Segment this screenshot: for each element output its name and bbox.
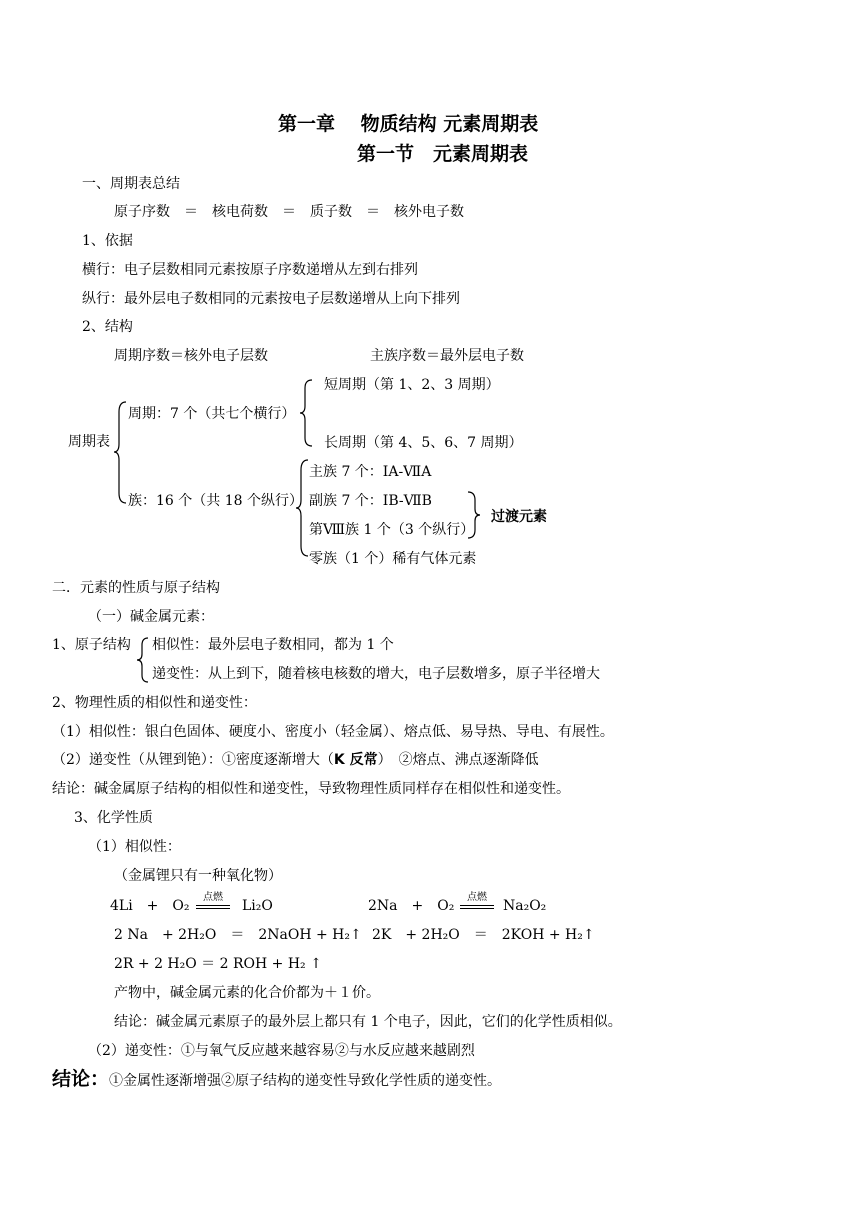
period-rule: 周期序数＝核外电子层数 xyxy=(114,348,268,364)
atom-trend: 递变性：从上到下，随着核电核数的增大，电子层数增多，原子半径增大 xyxy=(152,666,600,682)
tree-sub-groups: 副族 7 个：ⅠB-ⅦB xyxy=(309,493,432,509)
root-brace xyxy=(114,400,128,505)
reaction-1-condition-arrow xyxy=(196,892,230,914)
groups-brace xyxy=(296,458,310,558)
tree-long-periods: 长周期（第 4、5、6、7 周期） xyxy=(324,435,523,451)
k-anomaly: K 反常 xyxy=(333,752,378,768)
physical-similarity: （1）相似性：银白色固体、硬度小、密度小（轻金属）、熔点低、易导热、导电、有展性。 xyxy=(52,724,614,740)
tree-short-periods: 短周期（第 1、2、3 周期） xyxy=(324,377,500,393)
reaction-3: 2 Na + 2H₂O ＝ 2NaOH + H₂↑ xyxy=(114,927,362,943)
tree-group8: 第Ⅷ族 1 个（3 个纵行） xyxy=(309,522,475,538)
physical-trend xyxy=(52,752,539,769)
chemical-heading: 3、化学性质 xyxy=(74,810,153,826)
row-rule: 横行：电子层数相同元素按原子序数递增从左到右排列 xyxy=(82,262,418,278)
physical-conclusion: 结论：碱金属原子结构的相似性和递变性，导致物理性质同样存在相似性和递变性。 xyxy=(52,781,570,797)
atom-structure-label: 1、原子结构 xyxy=(52,637,131,653)
valence-note: 产物中，碱金属元素的化合价都为＋１价。 xyxy=(114,985,380,1001)
transition-elements-label: 过渡元素 xyxy=(491,509,547,525)
atomic-number-equation: 原子序数 ＝ 核电荷数 ＝ 质子数 ＝ 核外电子数 xyxy=(114,204,464,220)
chapter-title: 第一章 物质结构 元素周期表 xyxy=(278,113,539,135)
final-conclusion-label: 结论： xyxy=(52,1068,110,1090)
tree-groups: 族：16 个（共 18 个纵行） xyxy=(128,493,303,509)
physical-trend-part-b: ） ②熔点、沸点逐渐降低 xyxy=(377,752,539,768)
reaction-1-condition: 点燃 xyxy=(203,892,223,903)
reaction-2-condition-arrow xyxy=(460,892,494,914)
periods-brace xyxy=(300,378,314,448)
tree-zero-group: 零族（1 个）稀有气体元素 xyxy=(309,551,477,567)
transition-brace xyxy=(466,490,480,540)
group-rule: 主族序数＝最外层电子数 xyxy=(370,348,524,364)
alkali-metals-heading: （一）碱金属元素： xyxy=(88,609,214,625)
atom-structure-brace xyxy=(137,636,149,684)
structure-heading: 2、结构 xyxy=(82,319,133,335)
reaction-4: 2K + 2H₂O ＝ 2KOH + H₂↑ xyxy=(372,927,595,943)
reaction-2-product: Na₂O₂ xyxy=(503,898,547,914)
final-conclusion-text: ①金属性逐渐增强②原子结构的递变性导致化学性质的递变性。 xyxy=(109,1073,502,1089)
tree-main-groups: 主族 7 个：ⅠA-ⅦA xyxy=(309,464,432,480)
reaction-2-reactants: 2Na + O₂ xyxy=(368,898,455,914)
column-rule: 纵行：最外层电子数相同的元素按电子层数递增从上向下排列 xyxy=(82,291,460,307)
lithium-note: （金属锂只有一种氧化物） xyxy=(114,868,282,884)
part1-heading: 一、周期表总结 xyxy=(82,176,180,192)
section-title: 第一节 元素周期表 xyxy=(357,143,529,165)
tree-root: 周期表 xyxy=(68,434,110,450)
reaction-1-reactants: 4Li + O₂ xyxy=(110,898,190,914)
physical-heading: 2、物理性质的相似性和递变性： xyxy=(52,695,257,711)
basis-heading: 1、依据 xyxy=(82,233,133,249)
physical-trend-part-a: （2）递变性（从锂到铯）：①密度逐渐增大（ xyxy=(52,752,334,768)
tree-periods: 周期：7 个（共七个横行） xyxy=(128,406,296,422)
chemical-conclusion: 结论：碱金属元素原子的最外层上都只有 1 个电子，因此，它们的化学性质相似。 xyxy=(114,1014,622,1030)
final-conclusion xyxy=(52,1068,501,1091)
reaction-general: 2R + 2 H₂O ＝ 2 ROH + H₂ ↑ xyxy=(114,956,322,972)
atom-similarity: 相似性：最外层电子数相同，都为 1 个 xyxy=(152,637,394,653)
chemical-similarity-heading: （1）相似性： xyxy=(88,839,181,855)
reaction-1-product: Li₂O xyxy=(242,898,273,914)
part2-heading: 二．元素的性质与原子结构 xyxy=(52,580,220,596)
reaction-2-condition: 点燃 xyxy=(467,892,487,903)
chemical-trend: （2）递变性：①与氧气反应越来越容易②与水反应越来越剧烈 xyxy=(88,1043,475,1059)
